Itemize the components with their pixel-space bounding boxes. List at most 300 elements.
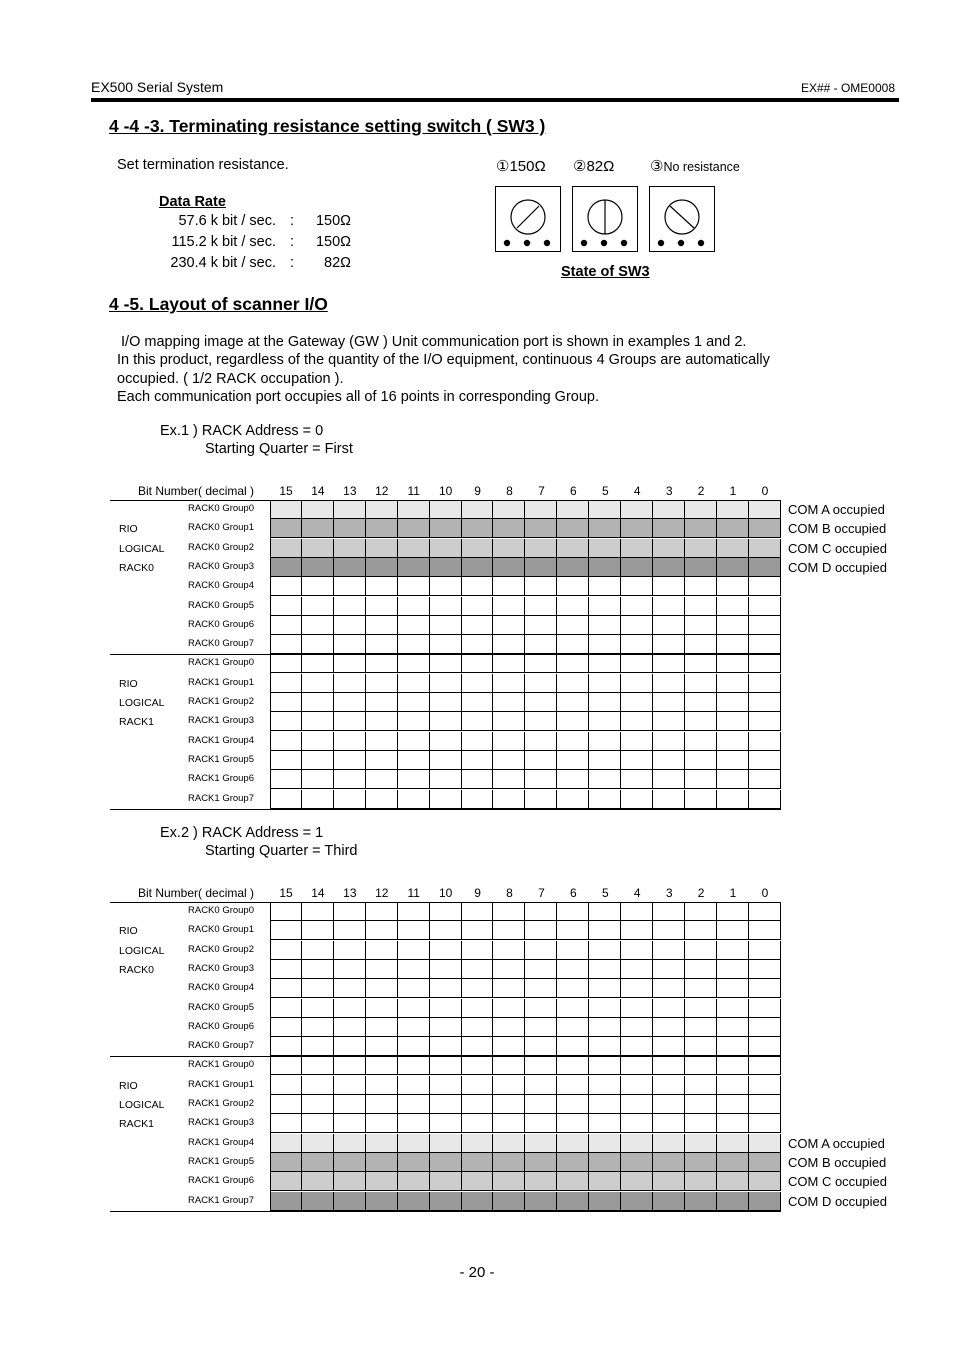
bit-cell	[557, 979, 589, 998]
bit-cell	[366, 941, 398, 960]
bit-cell	[398, 1134, 430, 1153]
bit-cell	[525, 1095, 557, 1114]
bit-cell	[525, 941, 557, 960]
bit-cell	[653, 616, 685, 635]
bit-number: 2	[697, 886, 705, 900]
bit-cell	[749, 1037, 781, 1056]
rack-side-label: LOGICAL	[119, 1099, 165, 1111]
table-row	[110, 519, 887, 538]
sw3-dial-none	[649, 186, 715, 252]
bit-cell	[493, 790, 525, 809]
bit-cell	[270, 790, 302, 809]
bit-cell	[366, 960, 398, 979]
option-mark: ①	[496, 158, 510, 175]
sw-option-150	[496, 157, 546, 175]
bit-cell	[430, 539, 462, 558]
bit-cell	[493, 941, 525, 960]
table-row	[110, 790, 780, 809]
bit-cell	[302, 1134, 334, 1153]
bit-cell	[366, 1037, 398, 1056]
bit-cell	[334, 577, 366, 596]
bit-cells	[270, 999, 781, 1018]
rack-side-label: LOGICAL	[119, 542, 165, 555]
group-name: RACK1 Group5	[188, 753, 255, 765]
table-row	[110, 616, 780, 635]
bit-cell	[462, 654, 494, 673]
label-column-divider	[270, 902, 271, 1211]
bit-cell	[366, 921, 398, 940]
bit-cell	[749, 1134, 781, 1153]
bit-cell	[525, 770, 557, 789]
bit-cell	[398, 597, 430, 616]
bit-cell	[366, 519, 398, 538]
bit-cell	[462, 1018, 494, 1037]
data-rate-title: Data Rate	[159, 194, 226, 210]
rack-side-label: RIO	[119, 523, 138, 536]
bit-cell	[749, 1018, 781, 1037]
bit-cell	[749, 1095, 781, 1114]
bit-cell	[525, 693, 557, 712]
bit-cell	[302, 693, 334, 712]
bit-cell	[302, 654, 334, 673]
bit-cell	[493, 635, 525, 654]
group-name: RACK0 Group3	[188, 962, 255, 974]
bit-cell	[717, 979, 749, 998]
bit-cell	[653, 732, 685, 751]
bit-cell	[589, 1192, 621, 1211]
bit-cell	[621, 1134, 653, 1153]
bit-cell	[462, 558, 494, 577]
bit-cell	[270, 1134, 302, 1153]
bit-cell	[430, 999, 462, 1018]
bit-cell	[398, 616, 430, 635]
group-name: RACK0 Group4	[188, 580, 255, 592]
bit-cell	[749, 1076, 781, 1095]
bit-cell	[398, 500, 430, 519]
bit-cell	[493, 770, 525, 789]
bit-cell	[398, 1153, 430, 1172]
bit-cell	[334, 539, 366, 558]
bit-cell	[334, 1114, 366, 1133]
bit-cell	[334, 597, 366, 616]
bit-cell	[302, 999, 334, 1018]
rack-side-label: RACK0	[119, 561, 155, 574]
rack-side-label: RIO	[119, 677, 138, 690]
paragraph-line: Each communication port occupies all of 16 points in corresponding Group.	[117, 388, 599, 405]
bit-cell	[525, 1134, 557, 1153]
bit-number: 13	[343, 484, 357, 498]
bit-cell	[270, 941, 302, 960]
bit-cells	[270, 732, 781, 751]
bit-cell	[430, 558, 462, 577]
bit-cell	[366, 558, 398, 577]
table-row	[110, 770, 780, 789]
bit-cell	[653, 751, 685, 770]
bit-cell	[749, 693, 781, 712]
bit-cell	[334, 635, 366, 654]
bit-cell	[749, 539, 781, 558]
bit-cell	[525, 1153, 557, 1172]
bit-number: 0	[761, 484, 769, 498]
bit-cell	[557, 921, 589, 940]
bit-cell	[430, 616, 462, 635]
bit-cells	[270, 654, 781, 673]
option-mark: ③	[650, 158, 664, 175]
io-table-example2	[110, 884, 890, 1214]
table-row	[110, 1076, 780, 1095]
bit-cell	[653, 902, 685, 921]
bit-cell	[462, 1172, 494, 1191]
group-name: RACK1 Group6	[188, 773, 255, 785]
bit-cells	[270, 539, 781, 558]
bit-cell	[366, 635, 398, 654]
bit-cell	[398, 1076, 430, 1095]
bit-cell	[430, 960, 462, 979]
table-row	[110, 1114, 780, 1133]
table-bottom-line	[110, 809, 781, 810]
bit-cell	[717, 770, 749, 789]
bit-cell	[621, 577, 653, 596]
bit-number-label: Bit Number( decimal )	[138, 886, 255, 900]
bit-cell	[302, 941, 334, 960]
bit-cell	[685, 558, 717, 577]
label-column-divider	[270, 500, 271, 809]
bit-cell	[685, 732, 717, 751]
bit-cell	[493, 732, 525, 751]
bit-cells	[270, 500, 781, 519]
bit-cells	[270, 751, 781, 770]
bit-cell	[302, 1192, 334, 1211]
bit-cell	[334, 1192, 366, 1211]
bit-cell	[493, 979, 525, 998]
bit-cells	[270, 1172, 781, 1191]
table-row	[110, 693, 780, 712]
bit-cell	[493, 558, 525, 577]
bit-cell	[398, 1095, 430, 1114]
bit-cell	[717, 1114, 749, 1133]
rate-value: 150Ω	[315, 213, 351, 229]
section-layout-title: 4 -5. Layout of scanner I/O	[109, 294, 328, 314]
table-row	[110, 999, 780, 1018]
bit-cells	[270, 712, 781, 731]
bit-cell	[398, 519, 430, 538]
bit-cell	[749, 1192, 781, 1211]
bit-cell	[366, 1095, 398, 1114]
bit-cell	[749, 519, 781, 538]
bit-cells	[270, 770, 781, 789]
example1-title: Ex.1 ) RACK Address = 0	[160, 423, 324, 439]
rack-side-label: RACK0	[119, 963, 155, 976]
bit-cell	[366, 1192, 398, 1211]
bit-cell	[430, 597, 462, 616]
bit-cell	[525, 732, 557, 751]
bit-cell	[525, 902, 557, 921]
bit-cell	[749, 1153, 781, 1172]
bit-cell	[749, 500, 781, 519]
bit-cell	[653, 1134, 685, 1153]
group-name: RACK1 Group4	[188, 734, 255, 746]
bit-cell	[653, 597, 685, 616]
group-name: RACK1 Group7	[188, 1194, 255, 1206]
bit-number: 6	[570, 484, 577, 498]
bit-cell	[302, 1172, 334, 1191]
table-row	[110, 558, 887, 577]
bit-cell	[430, 979, 462, 998]
bit-cell	[334, 921, 366, 940]
bit-cell	[525, 539, 557, 558]
rack-side-label: RACK1	[119, 1118, 155, 1131]
bit-cell	[749, 1056, 781, 1075]
bit-cell	[270, 751, 302, 770]
occupied-label: COM B occupied	[788, 1154, 887, 1170]
bit-cell	[462, 1114, 494, 1133]
bit-cell	[366, 1172, 398, 1191]
bit-cell	[430, 500, 462, 519]
bit-cell	[653, 674, 685, 693]
bit-cell	[685, 674, 717, 693]
occupied-label: COM A occupied	[788, 502, 885, 517]
bit-cell	[685, 577, 717, 596]
bit-cell	[462, 539, 494, 558]
bit-cell	[589, 577, 621, 596]
bit-cell	[717, 577, 749, 596]
bit-cell	[462, 1134, 494, 1153]
bit-cell	[334, 1076, 366, 1095]
bit-cell	[621, 693, 653, 712]
bit-cells	[270, 960, 781, 979]
occupied-label: COM A occupied	[788, 1135, 885, 1151]
bit-number: 14	[311, 484, 325, 498]
bit-cell	[525, 1172, 557, 1191]
bit-cell	[525, 790, 557, 809]
bit-cell	[589, 1153, 621, 1172]
bit-cell	[685, 979, 717, 998]
bit-cell	[621, 1172, 653, 1191]
bit-cell	[621, 1114, 653, 1133]
bit-cell	[462, 1076, 494, 1095]
section-sw3-title: 4 -4 -3. Terminating resistance setting switch ( SW3 )	[109, 116, 546, 136]
bit-cell	[621, 597, 653, 616]
bit-cell	[653, 1192, 685, 1211]
bit-cell	[493, 1076, 525, 1095]
bit-cells	[270, 597, 781, 616]
bit-cell	[589, 732, 621, 751]
bit-cell	[270, 539, 302, 558]
bit-cell	[302, 902, 334, 921]
bit-cell	[557, 597, 589, 616]
bit-cell	[462, 712, 494, 731]
bit-cell	[302, 500, 334, 519]
group-name: RACK0 Group5	[188, 599, 255, 611]
bit-number: 15	[279, 886, 293, 900]
bit-cells	[270, 1192, 781, 1211]
bit-cell	[398, 1018, 430, 1037]
bit-cell	[270, 960, 302, 979]
bit-cell	[430, 1056, 462, 1075]
bit-cell	[270, 597, 302, 616]
bit-cells	[270, 693, 781, 712]
bit-cell	[334, 1056, 366, 1075]
bit-cell	[749, 1114, 781, 1133]
bit-cell	[270, 712, 302, 731]
bit-cell	[589, 770, 621, 789]
bit-cell	[302, 1037, 334, 1056]
bit-cell	[557, 1172, 589, 1191]
table-row	[110, 500, 885, 519]
bit-cell	[334, 674, 366, 693]
bit-cell	[525, 1076, 557, 1095]
bit-cell	[557, 751, 589, 770]
bit-cell	[685, 921, 717, 940]
group-name: RACK1 Group2	[188, 696, 255, 707]
bit-cell	[685, 1153, 717, 1172]
bit-cell	[430, 1172, 462, 1191]
bit-cell	[717, 712, 749, 731]
bit-cell	[717, 558, 749, 577]
bit-cell	[334, 519, 366, 538]
bit-cell	[589, 635, 621, 654]
group-name: RACK1 Group3	[188, 1117, 255, 1129]
table-row	[110, 597, 780, 616]
bit-number: 7	[538, 484, 545, 498]
bit-cell	[366, 790, 398, 809]
bit-cell	[493, 921, 525, 940]
sw3-dial-150	[495, 186, 561, 252]
bit-cell	[653, 1114, 685, 1133]
bit-cell	[270, 1037, 302, 1056]
bit-cell	[621, 751, 653, 770]
bit-cell	[621, 654, 653, 673]
bit-cell	[462, 577, 494, 596]
bit-cell	[462, 1037, 494, 1056]
bit-number: 3	[665, 484, 673, 498]
bit-cell	[621, 1056, 653, 1075]
bit-cell	[525, 1192, 557, 1211]
bit-cell	[589, 921, 621, 940]
bit-cell	[334, 693, 366, 712]
bit-cell	[366, 674, 398, 693]
bit-cell	[685, 539, 717, 558]
bit-cell	[717, 654, 749, 673]
option-label: 82Ω	[586, 158, 615, 175]
bit-cell	[334, 960, 366, 979]
io-grid	[110, 500, 890, 813]
bit-cell	[749, 654, 781, 673]
bit-cell	[685, 770, 717, 789]
bit-cell	[302, 558, 334, 577]
table-row	[110, 1153, 887, 1172]
bit-cell	[302, 635, 334, 654]
bit-cell	[557, 1095, 589, 1114]
table-row	[110, 1095, 780, 1114]
bit-cell	[462, 902, 494, 921]
table-bottom-line	[110, 1211, 781, 1212]
bit-cell	[270, 654, 302, 673]
bit-cell	[653, 577, 685, 596]
bit-cell	[717, 1153, 749, 1172]
bit-cell	[685, 1134, 717, 1153]
bit-cell	[398, 635, 430, 654]
bit-cell	[717, 732, 749, 751]
group-name: RACK0 Group1	[188, 924, 255, 936]
bit-cell	[366, 577, 398, 596]
example2-title: Ex.2 ) RACK Address = 1	[160, 825, 324, 841]
bit-cell	[685, 519, 717, 538]
bit-cell	[366, 539, 398, 558]
bit-cell	[557, 1114, 589, 1133]
bit-cell	[717, 1037, 749, 1056]
bit-cell	[749, 597, 781, 616]
group-name: RACK1 Group6	[188, 1175, 255, 1187]
bit-cell	[557, 902, 589, 921]
sw-option-none	[650, 157, 740, 175]
bit-cell	[717, 674, 749, 693]
bit-cell	[589, 751, 621, 770]
bit-number: 4	[633, 484, 641, 498]
bit-cell	[270, 577, 302, 596]
occupied-label: COM D occupied	[788, 1193, 887, 1209]
bit-number: 7	[538, 886, 545, 900]
bit-cell	[493, 1192, 525, 1211]
bit-cell	[557, 654, 589, 673]
bit-cells	[270, 577, 781, 596]
bit-cell	[717, 960, 749, 979]
paragraph-line: occupied. ( 1/2 RACK occupation ).	[117, 370, 344, 387]
bit-number: 11	[407, 484, 420, 498]
bit-cell	[493, 674, 525, 693]
bit-cell	[653, 539, 685, 558]
sw-option-82	[573, 157, 614, 175]
bit-cell	[749, 790, 781, 809]
bit-cell	[589, 960, 621, 979]
bit-cell	[462, 519, 494, 538]
bit-cell	[621, 1192, 653, 1211]
bit-cell	[525, 577, 557, 596]
bit-cell	[302, 1095, 334, 1114]
bit-cell	[493, 693, 525, 712]
bit-cell	[717, 999, 749, 1018]
bit-number: 0	[761, 886, 769, 900]
bit-cell	[589, 902, 621, 921]
bit-cell	[270, 1056, 302, 1075]
layout-paragraph	[117, 333, 877, 406]
bit-cell	[270, 770, 302, 789]
occupied-label: COM C occupied	[788, 540, 887, 556]
table-row	[110, 1134, 885, 1153]
bit-cell	[557, 635, 589, 654]
bit-cell	[270, 674, 302, 693]
example2-subtitle: Starting Quarter = Third	[205, 843, 358, 859]
bit-cell	[462, 616, 494, 635]
rate-value: 82Ω	[324, 255, 351, 271]
bit-number: 11	[407, 886, 420, 900]
group-name: RACK0 Group0	[188, 503, 255, 514]
bit-cell	[557, 1037, 589, 1056]
bit-cell	[493, 712, 525, 731]
bit-cell	[589, 1037, 621, 1056]
bit-cell	[430, 902, 462, 921]
bit-cells	[270, 1056, 781, 1075]
table-row	[110, 921, 780, 940]
bit-cell	[398, 712, 430, 731]
bit-cell	[430, 790, 462, 809]
bit-cell	[302, 1018, 334, 1037]
bit-cell	[557, 1018, 589, 1037]
bit-cell	[653, 999, 685, 1018]
table-row	[110, 1192, 887, 1211]
bit-cell	[398, 790, 430, 809]
bit-cell	[366, 712, 398, 731]
